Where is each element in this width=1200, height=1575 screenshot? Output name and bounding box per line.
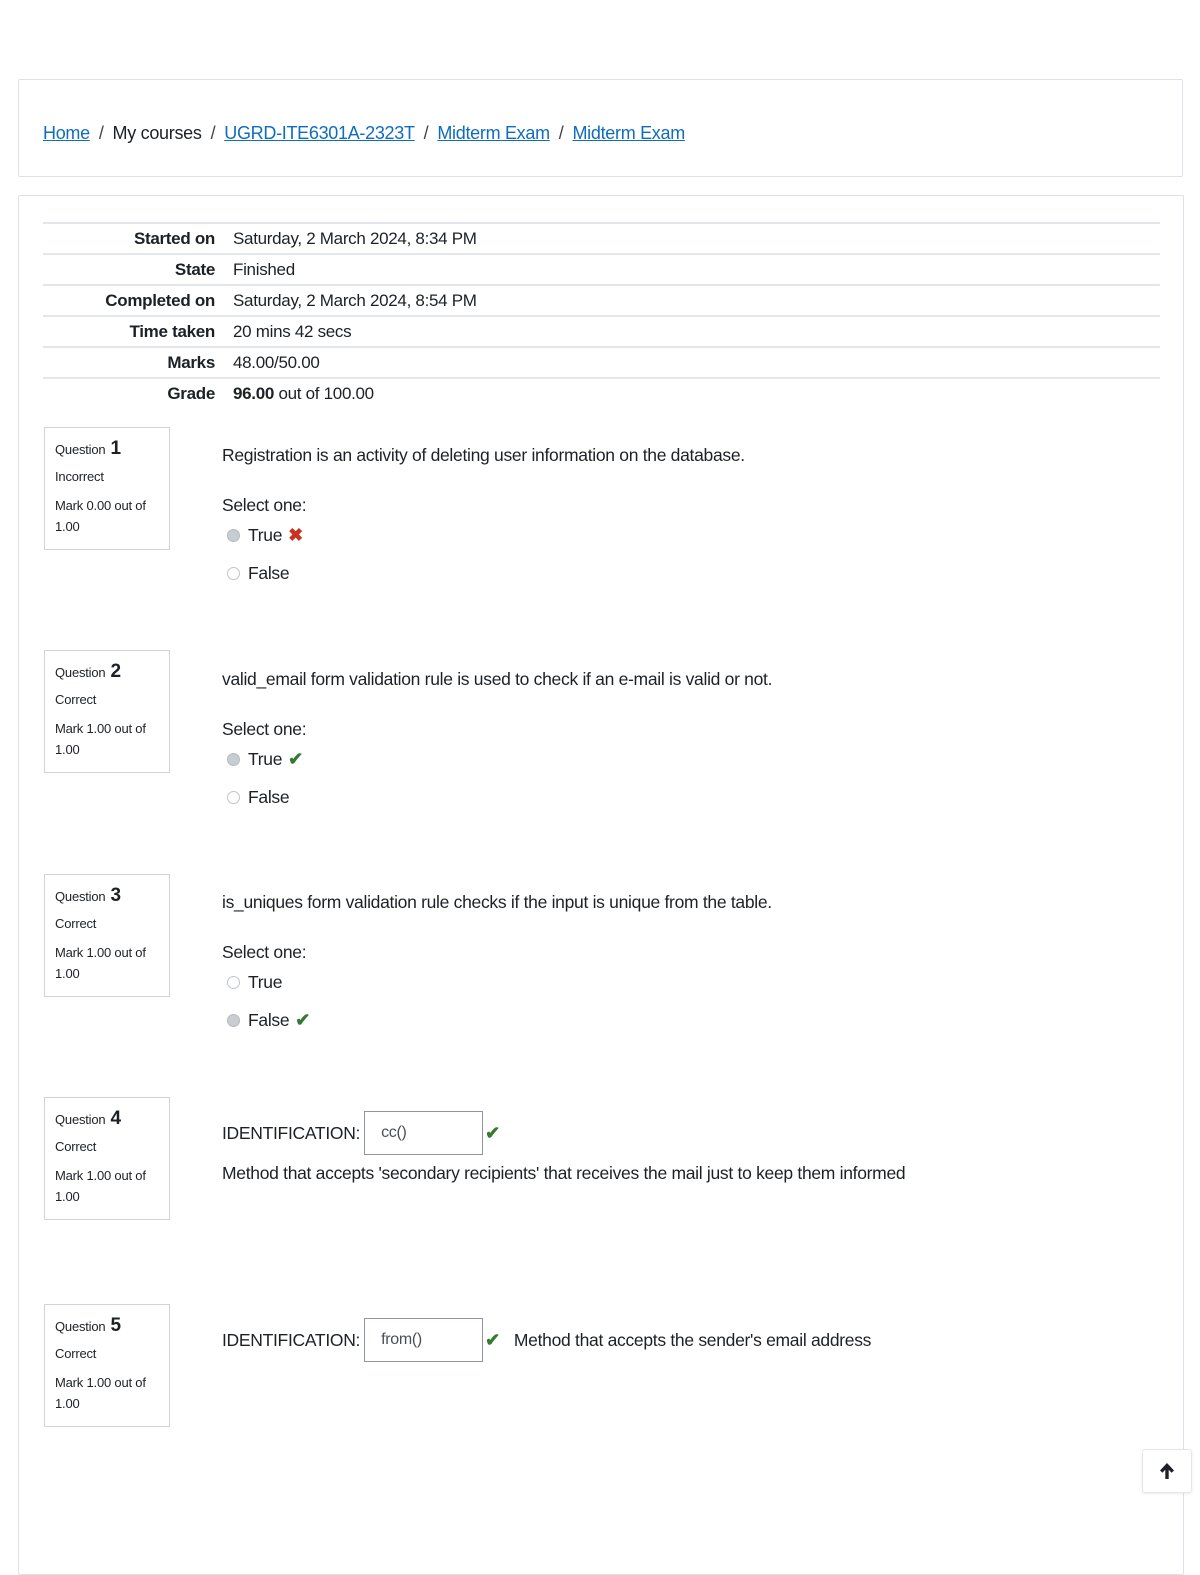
question-label: Question [55, 1319, 106, 1334]
identification-answer [222, 1111, 1142, 1191]
select-one-prompt: Select one: [222, 942, 307, 962]
question-state: Correct [55, 1346, 97, 1361]
question-number: 4 [110, 1108, 121, 1129]
answer-label: True [248, 971, 283, 992]
identification-label: IDENTIFICATION: [222, 1123, 361, 1143]
question-state: Incorrect [55, 469, 104, 484]
question-content-2 [222, 667, 1142, 812]
question-label: Question [55, 665, 106, 680]
breadcrumb [43, 123, 685, 144]
grade-value: 96.00 [233, 384, 275, 403]
question-state: Correct [55, 1139, 97, 1154]
grade-value-cell [233, 378, 1160, 409]
answer-option-false[interactable] [222, 558, 1142, 588]
question-mark: Mark 1.00 out of 1.00 [55, 945, 146, 981]
question-label: Question [55, 889, 106, 904]
marks-label: Marks [167, 352, 215, 372]
question-text: is_uniques form validation rule checks if the input is unique from the table. [222, 892, 772, 912]
breadcrumb-course-link[interactable]: UGRD-ITE6301A-2323T [224, 123, 415, 143]
time-taken-label: Time taken [129, 321, 215, 341]
question-label: Question [55, 442, 106, 457]
answer-input[interactable] [364, 1318, 483, 1362]
question-number: 2 [110, 661, 121, 682]
answer-label: True [248, 748, 283, 769]
radio-button[interactable] [227, 791, 240, 804]
breadcrumb-separator: / [210, 123, 216, 143]
started-on-label: Started on [133, 228, 215, 248]
question-mark: Mark 1.00 out of 1.00 [55, 721, 146, 757]
quiz-review-region [18, 195, 1184, 1575]
identification-description: Method that accepts the sender's email address [513, 1330, 872, 1350]
question-info-2 [44, 650, 170, 773]
answer-label: False [248, 562, 290, 583]
back-to-top-button[interactable] [1142, 1449, 1192, 1493]
question-mark: Mark 1.00 out of 1.00 [55, 1375, 146, 1411]
breadcrumb-home-link[interactable]: Home [43, 123, 90, 143]
question-mark: Mark 1.00 out of 1.00 [55, 1168, 146, 1204]
answer-label: False [248, 786, 290, 807]
arrow-up-icon [1159, 1462, 1175, 1480]
answer-label: False [248, 1009, 290, 1030]
state-label: State [174, 259, 215, 279]
breadcrumb-my-courses: My courses [112, 123, 202, 143]
answer-option-true[interactable] [222, 967, 1142, 997]
question-number: 1 [110, 438, 121, 459]
state-value: Finished [233, 259, 295, 279]
question-state: Correct [55, 692, 97, 707]
summary-row-time [43, 316, 1160, 347]
question-state: Correct [55, 916, 97, 931]
radio-button[interactable] [227, 753, 240, 766]
breadcrumb-section-link[interactable]: Midterm Exam [437, 123, 550, 143]
summary-row-started [43, 223, 1160, 254]
breadcrumb-separator: / [423, 123, 429, 143]
question-number: 3 [110, 885, 121, 906]
question-content-5 [222, 1318, 1142, 1362]
identification-answer [222, 1318, 1142, 1362]
select-one-prompt: Select one: [222, 719, 307, 739]
started-on-value: Saturday, 2 March 2024, 8:34 PM [233, 228, 477, 248]
check-icon: ✔ [295, 1009, 311, 1030]
summary-row-marks [43, 347, 1160, 378]
page-header [18, 79, 1183, 177]
marks-value: 48.00/50.00 [233, 352, 320, 372]
completed-on-value: Saturday, 2 March 2024, 8:54 PM [233, 290, 477, 310]
check-icon: ✔ [288, 748, 303, 769]
question-info-1 [44, 427, 170, 550]
summary-row-grade [43, 378, 1160, 409]
question-text: valid_email form validation rule is used to check if an e-mail is valid or not. [222, 669, 773, 689]
cross-icon: ✖ [288, 524, 303, 545]
attempt-summary-table [43, 222, 1160, 409]
check-icon: ✔ [485, 1330, 500, 1350]
question-text: Registration is an activity of deleting user information on the database. [222, 445, 745, 465]
time-taken-value: 20 mins 42 secs [233, 321, 352, 341]
breadcrumb-separator: / [98, 123, 104, 143]
question-mark: Mark 0.00 out of 1.00 [55, 498, 146, 534]
question-info-4 [44, 1097, 170, 1220]
summary-row-state [43, 254, 1160, 285]
radio-button[interactable] [227, 976, 240, 989]
answer-input[interactable] [364, 1111, 483, 1155]
check-icon: ✔ [485, 1123, 500, 1143]
question-content-4 [222, 1111, 1142, 1191]
answer-option-false[interactable] [222, 1005, 1142, 1035]
grade-suffix: out of 100.00 [278, 384, 374, 403]
breadcrumb-quiz-link[interactable]: Midterm Exam [572, 123, 685, 143]
question-number: 5 [110, 1315, 121, 1336]
question-label: Question [55, 1112, 106, 1127]
completed-on-label: Completed on [105, 290, 215, 310]
identification-description: Method that accepts 'secondary recipients' that receives the mail just to keep them informed [222, 1163, 906, 1183]
identification-label: IDENTIFICATION: [222, 1330, 361, 1350]
answer-option-false[interactable] [222, 782, 1142, 812]
answer-label: True [248, 524, 283, 545]
answer-option-true[interactable] [222, 744, 1142, 774]
radio-button[interactable] [227, 1014, 240, 1027]
radio-button[interactable] [227, 567, 240, 580]
question-info-3 [44, 874, 170, 997]
grade-label: Grade [167, 384, 215, 403]
summary-row-completed [43, 285, 1160, 316]
select-one-prompt: Select one: [222, 495, 307, 515]
question-content-3 [222, 890, 1142, 1035]
breadcrumb-separator: / [558, 123, 564, 143]
answer-option-true[interactable] [222, 520, 1142, 550]
question-content-1 [222, 443, 1142, 588]
question-info-5 [44, 1304, 170, 1427]
radio-button[interactable] [227, 529, 240, 542]
